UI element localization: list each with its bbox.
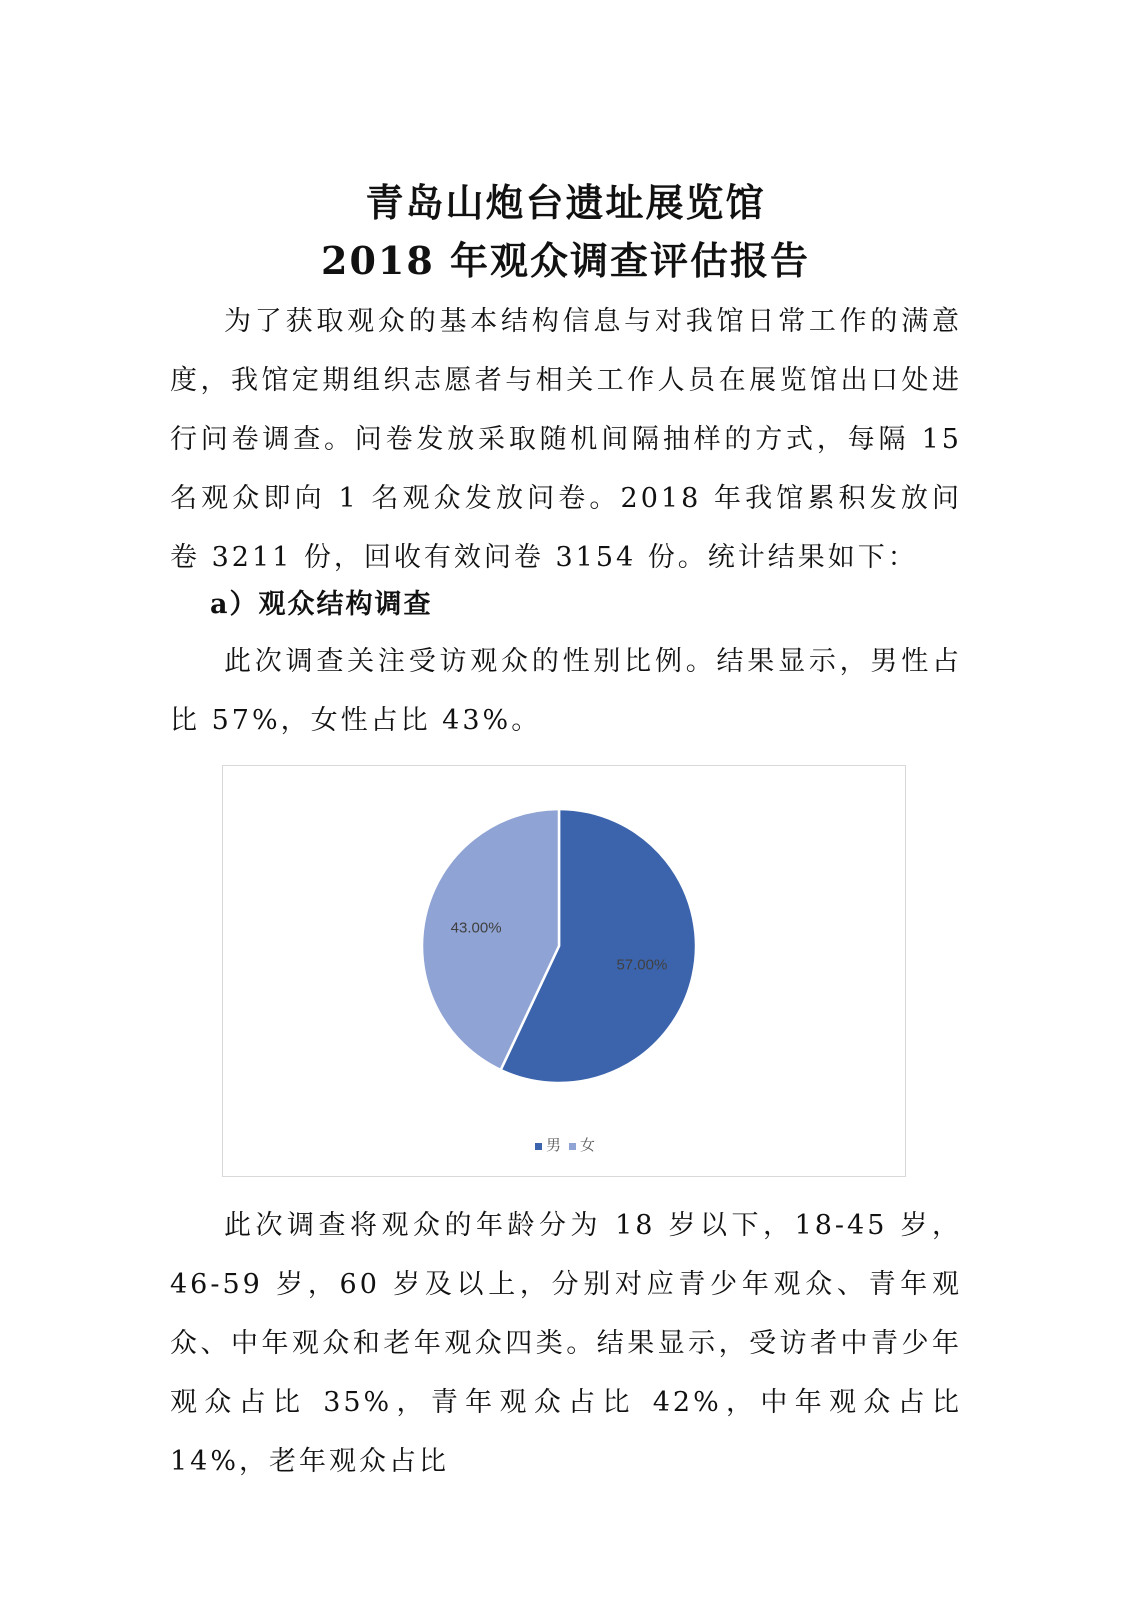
- pie-data-label-male: 57.00%: [616, 956, 668, 974]
- legend-label: 女: [580, 1137, 596, 1154]
- age-paragraph: 此次调查将观众的年龄分为 18 岁以下，18-45 岁，46-59 岁，60 岁及以上，分别对应青少年观众、青年观众、中年观众和老年观众四类。结果显示，受访者中青少年观众占比 35%，青年观众占比 42%，中年观众占比 14%，老年观众占比: [170, 1210, 962, 1477]
- legend-swatch: [569, 1143, 576, 1150]
- section-a-heading: a）观众结构调查: [210, 589, 433, 620]
- document-title-line1: 青岛山炮台遗址展览馆: [365, 180, 766, 225]
- gender-pie-chart: [222, 765, 906, 1177]
- pie-chart-canvas: [223, 766, 907, 1178]
- legend-item-male: [535, 1134, 561, 1155]
- intro-paragraph: 为了获取观众的基本结构信息与对我馆日常工作的满意度，我馆定期组织志愿者与相关工作人员在展览馆出口处进行问卷调查。问卷发放采取随机间隔抽样的方式，每隔 15 名观众即向 1 名观众发放问卷。2018 年我馆累积发放问卷 3211 份，回收有效问卷 3154 份。统计结果如下：: [170, 306, 962, 573]
- legend-label: 男: [545, 1137, 561, 1154]
- chart-legend: [223, 1134, 907, 1155]
- legend-item-female: [569, 1134, 595, 1155]
- pie-data-label-female: 43.00%: [450, 919, 502, 937]
- gender-paragraph: 此次调查关注受访观众的性别比例。结果显示，男性占比 57%，女性占比 43%。: [170, 646, 962, 736]
- legend-swatch: [535, 1143, 542, 1150]
- document-title-line2: 2018 年观众调查评估报告: [321, 238, 810, 283]
